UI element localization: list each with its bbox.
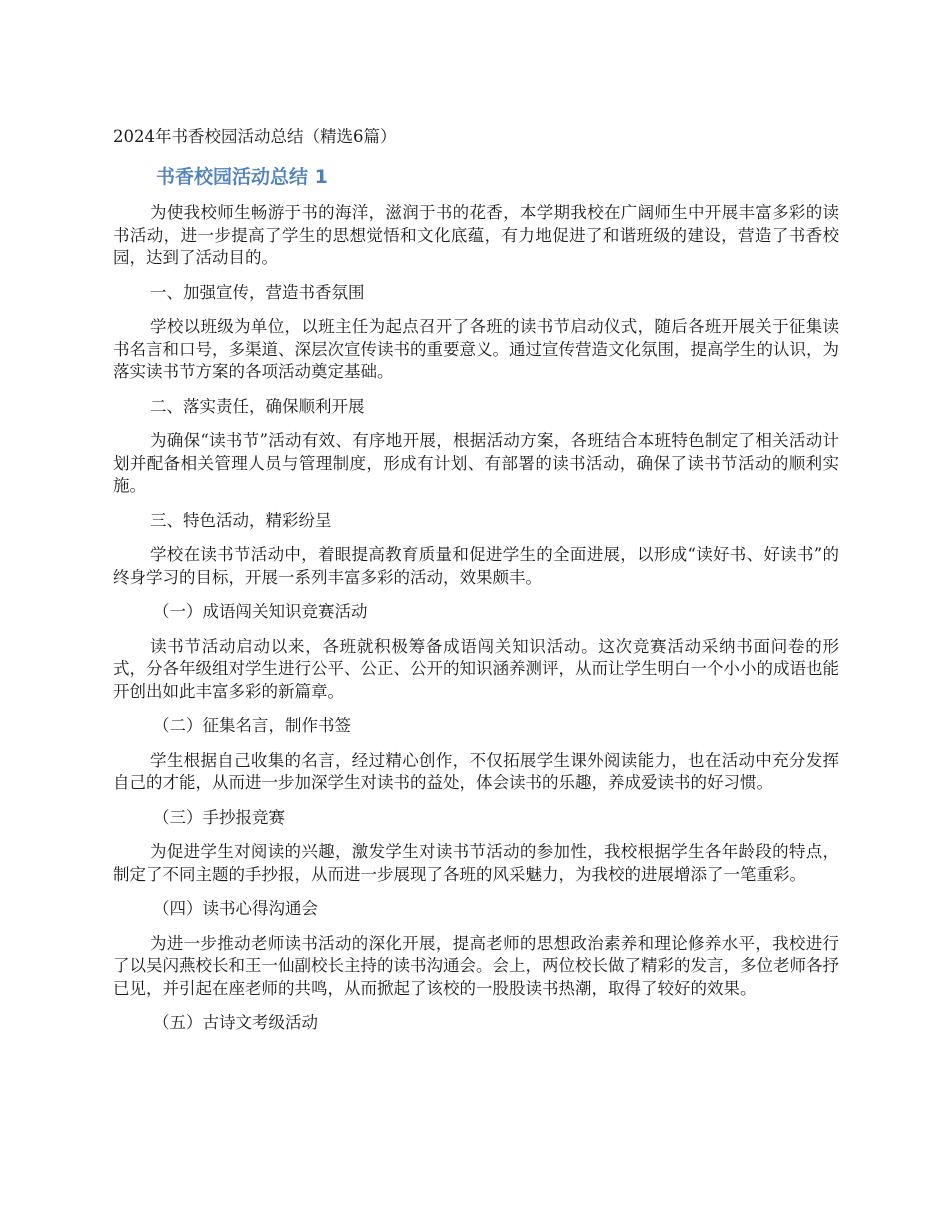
paragraph: 读书节活动启动以来，各班就积极筹备成语闯关知识活动。这次竞赛活动采纳书面问卷的形式，分各年级组对学生进行公平、公正、公开的知识涵养测评，从而让学生明白一个小小的成语也能开创出如此丰富多彩的新篇章。: [113, 636, 839, 701]
paragraph: 为使我校师生畅游于书的海洋，滋润于书的花香，本学期我校在广阔师生中开展丰富多彩的读书活动，进一步提高了学生的思想觉悟和文化底蕴，有力地促进了和谐班级的建设，营造了书香校园，达到了活动目的。: [113, 203, 839, 267]
paragraph: 为进一步推动老师读书活动的深化开展，提高老师的思想政治素养和理论修养水平，我校进行了以吴闪燕校长和王一仙副校长主持的读书沟通会。会上，两位校长做了精彩的发言，多位老师各抒已见，并引起在座老师的共鸣，从而掀起了该校的一股股读书热潮，取得了较好的效果。: [113, 933, 839, 998]
paragraph: 为促进学生对阅读的兴趣，激发学生对读书节活动的参加性，我校根据学生各年龄段的特点，制定了不同主题的手抄报，从而进一步展现了各班的风采魅力，为我校的进展增添了一笔重彩。: [113, 842, 839, 884]
subheading: （五）古诗文考级活动: [153, 1013, 318, 1032]
document-body: [113, 202, 839, 1047]
paragraph: 学校以班级为单位，以班主任为起点召开了各班的读书节启动仪式，随后各班开展关于征集读书名言和口号，多渠道、深层次宣传读书的重要意义。通过宣传营造文化氛围，提高学生的认识，为落实读书节方案的各项活动奠定基础。: [113, 317, 839, 381]
paragraph: 学校在读书节活动中，着眼提高教育质量和促进学生的全面进展，以形成“读好书、好读书”的终身学习的目标，开展一系列丰富多彩的活动，效果颇丰。: [113, 545, 839, 587]
subheading: （三）手抄报竞赛: [153, 807, 285, 827]
subheading: （一）成语闯关知识竞赛活动: [153, 602, 368, 621]
paragraph: 为确保“读书节”活动有效、有序地开展，根据活动方案，各班结合本班特色制定了相关活动计划并配备相关管理人员与管理制度，形成有计划、有部署的读书活动，确保了读书节活动的顺利实施。: [113, 431, 839, 495]
document-title: 2024年书香校园活动总结（精选6篇）: [113, 127, 397, 146]
paragraph: 学生根据自己收集的名言，经过精心创作，不仅拓展学生课外阅读能力，也在活动中充分发挥自己的才能，从而进一步加深学生对读书的益处，体会读书的乐趣，养成爱读书的好习惯。: [113, 750, 839, 792]
subheading: 一、加强宣传，营造书香氛围: [150, 282, 365, 302]
subheading: 二、落实责任，确保顺利开展: [150, 396, 365, 416]
subheading: （四）读书心得沟通会: [153, 899, 318, 918]
subheading: （二）征集名言，制作书签: [153, 716, 351, 735]
subheading: 三、特色活动，精彩纷呈: [150, 510, 332, 530]
section-heading: 书香校园活动总结 1: [156, 166, 328, 188]
